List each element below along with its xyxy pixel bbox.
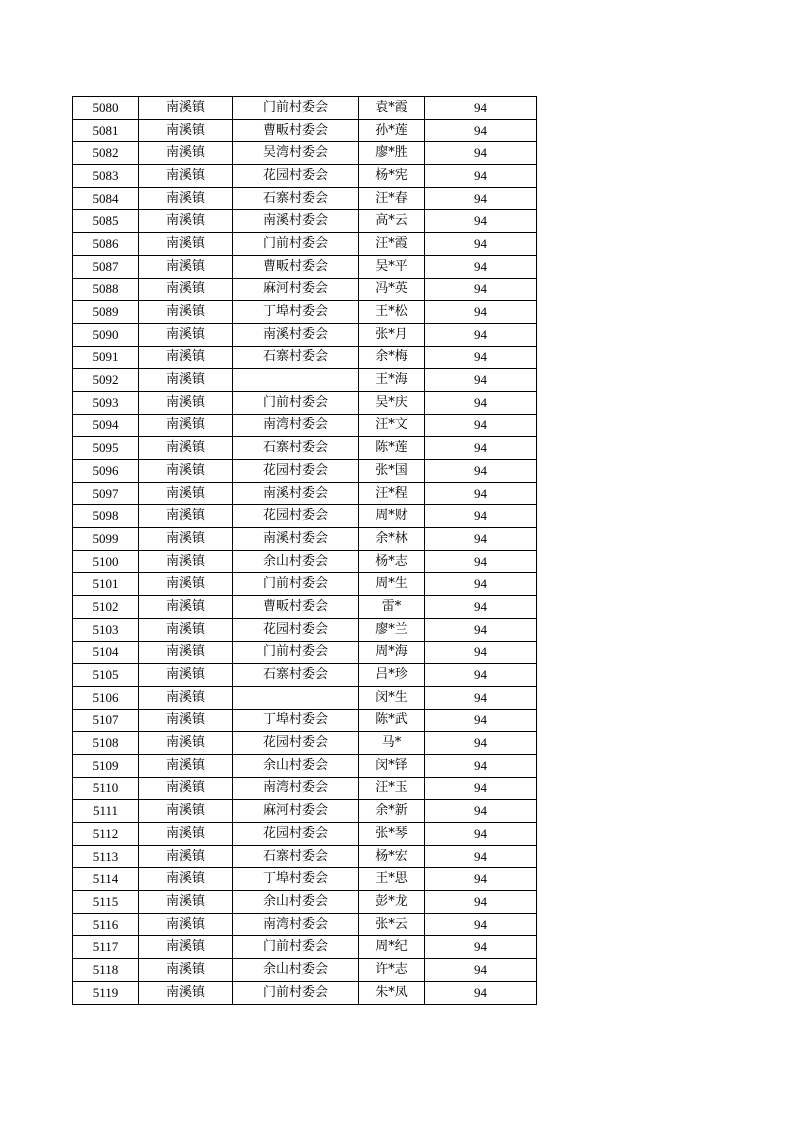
village-committee-cell: 南湾村委会 [233, 777, 359, 800]
village-committee-cell: 门前村委会 [233, 97, 359, 120]
person-name-cell: 张*琴 [359, 823, 425, 846]
village-committee-cell: 门前村委会 [233, 981, 359, 1004]
town-cell: 南溪镇 [139, 596, 233, 619]
town-cell: 南溪镇 [139, 97, 233, 120]
town-cell: 南溪镇 [139, 777, 233, 800]
serial-number-cell: 5112 [73, 823, 139, 846]
person-name-cell: 闵*生 [359, 686, 425, 709]
score-cell: 94 [425, 777, 537, 800]
table-row [73, 233, 537, 256]
score-cell: 94 [425, 664, 537, 687]
person-name-cell: 汪*玉 [359, 777, 425, 800]
town-cell: 南溪镇 [139, 913, 233, 936]
town-cell: 南溪镇 [139, 754, 233, 777]
table-row [73, 823, 537, 846]
serial-number-cell: 5085 [73, 210, 139, 233]
serial-number-cell: 5104 [73, 641, 139, 664]
town-cell: 南溪镇 [139, 460, 233, 483]
table-row [73, 97, 537, 120]
village-committee-cell [233, 369, 359, 392]
table-row [73, 505, 537, 528]
table-row [73, 596, 537, 619]
village-committee-cell: 南湾村委会 [233, 913, 359, 936]
table-row [73, 800, 537, 823]
table-row [73, 482, 537, 505]
score-cell: 94 [425, 323, 537, 346]
serial-number-cell: 5098 [73, 505, 139, 528]
town-cell: 南溪镇 [139, 845, 233, 868]
village-committee-cell: 南溪村委会 [233, 323, 359, 346]
score-cell: 94 [425, 187, 537, 210]
town-cell: 南溪镇 [139, 391, 233, 414]
table-row [73, 641, 537, 664]
serial-number-cell: 5090 [73, 323, 139, 346]
serial-number-cell: 5115 [73, 891, 139, 914]
score-cell: 94 [425, 550, 537, 573]
serial-number-cell: 5113 [73, 845, 139, 868]
town-cell: 南溪镇 [139, 346, 233, 369]
person-name-cell: 张*国 [359, 460, 425, 483]
person-name-cell: 周*生 [359, 573, 425, 596]
table-row [73, 391, 537, 414]
person-name-cell: 汪*程 [359, 482, 425, 505]
town-cell: 南溪镇 [139, 165, 233, 188]
village-committee-cell: 石寨村委会 [233, 437, 359, 460]
person-name-cell: 杨*宪 [359, 165, 425, 188]
town-cell: 南溪镇 [139, 210, 233, 233]
serial-number-cell: 5086 [73, 233, 139, 256]
person-name-cell: 雷* [359, 596, 425, 619]
town-cell: 南溪镇 [139, 868, 233, 891]
table-row [73, 414, 537, 437]
score-cell: 94 [425, 891, 537, 914]
town-cell: 南溪镇 [139, 528, 233, 551]
town-cell: 南溪镇 [139, 505, 233, 528]
person-name-cell: 张*云 [359, 913, 425, 936]
person-name-cell: 袁*霞 [359, 97, 425, 120]
serial-number-cell: 5095 [73, 437, 139, 460]
score-cell: 94 [425, 369, 537, 392]
serial-number-cell: 5096 [73, 460, 139, 483]
serial-number-cell: 5116 [73, 913, 139, 936]
table-row [73, 323, 537, 346]
serial-number-cell: 5106 [73, 686, 139, 709]
village-committee-cell: 曹畈村委会 [233, 119, 359, 142]
person-name-cell: 吕*珍 [359, 664, 425, 687]
person-name-cell: 王*松 [359, 301, 425, 324]
serial-number-cell: 5099 [73, 528, 139, 551]
person-name-cell: 彭*龙 [359, 891, 425, 914]
serial-number-cell: 5097 [73, 482, 139, 505]
table-row [73, 936, 537, 959]
serial-number-cell: 5083 [73, 165, 139, 188]
serial-number-cell: 5102 [73, 596, 139, 619]
table-row [73, 278, 537, 301]
village-committee-cell: 花园村委会 [233, 823, 359, 846]
village-committee-cell: 麻河村委会 [233, 278, 359, 301]
table-row [73, 891, 537, 914]
town-cell: 南溪镇 [139, 891, 233, 914]
score-cell: 94 [425, 278, 537, 301]
table-row [73, 913, 537, 936]
score-cell: 94 [425, 868, 537, 891]
person-name-cell: 汪*文 [359, 414, 425, 437]
score-cell: 94 [425, 142, 537, 165]
table-row [73, 868, 537, 891]
person-name-cell: 朱*凤 [359, 981, 425, 1004]
person-name-cell: 余*新 [359, 800, 425, 823]
town-cell: 南溪镇 [139, 550, 233, 573]
person-name-cell: 王*海 [359, 369, 425, 392]
table-row [73, 301, 537, 324]
score-cell: 94 [425, 301, 537, 324]
person-name-cell: 余*梅 [359, 346, 425, 369]
town-cell: 南溪镇 [139, 936, 233, 959]
person-name-cell: 高*云 [359, 210, 425, 233]
person-name-cell: 马* [359, 732, 425, 755]
village-committee-cell: 余山村委会 [233, 754, 359, 777]
village-committee-cell: 花园村委会 [233, 618, 359, 641]
serial-number-cell: 5094 [73, 414, 139, 437]
score-cell: 94 [425, 641, 537, 664]
score-cell: 94 [425, 823, 537, 846]
town-cell: 南溪镇 [139, 664, 233, 687]
person-name-cell: 廖*胜 [359, 142, 425, 165]
village-committee-cell: 麻河村委会 [233, 800, 359, 823]
score-cell: 94 [425, 800, 537, 823]
score-cell: 94 [425, 754, 537, 777]
village-committee-cell: 花园村委会 [233, 460, 359, 483]
village-committee-cell: 余山村委会 [233, 891, 359, 914]
town-cell: 南溪镇 [139, 618, 233, 641]
table-row [73, 754, 537, 777]
serial-number-cell: 5111 [73, 800, 139, 823]
table-row [73, 573, 537, 596]
person-name-cell: 吴*平 [359, 255, 425, 278]
village-committee-cell: 花园村委会 [233, 732, 359, 755]
table-row [73, 550, 537, 573]
score-cell: 94 [425, 255, 537, 278]
person-name-cell: 陈*武 [359, 709, 425, 732]
table-row [73, 664, 537, 687]
village-committee-cell: 石寨村委会 [233, 664, 359, 687]
town-cell: 南溪镇 [139, 119, 233, 142]
town-cell: 南溪镇 [139, 959, 233, 982]
town-cell: 南溪镇 [139, 437, 233, 460]
table-row [73, 210, 537, 233]
score-cell: 94 [425, 460, 537, 483]
person-name-cell: 周*海 [359, 641, 425, 664]
serial-number-cell: 5119 [73, 981, 139, 1004]
score-cell: 94 [425, 165, 537, 188]
town-cell: 南溪镇 [139, 255, 233, 278]
score-cell: 94 [425, 618, 537, 641]
table-row [73, 437, 537, 460]
table-row [73, 686, 537, 709]
person-name-cell: 汪*霞 [359, 233, 425, 256]
person-name-cell: 许*志 [359, 959, 425, 982]
town-cell: 南溪镇 [139, 823, 233, 846]
serial-number-cell: 5088 [73, 278, 139, 301]
person-name-cell: 冯*英 [359, 278, 425, 301]
village-committee-cell: 曹畈村委会 [233, 255, 359, 278]
town-cell: 南溪镇 [139, 573, 233, 596]
table-row [73, 165, 537, 188]
village-committee-cell: 余山村委会 [233, 550, 359, 573]
village-committee-cell: 门前村委会 [233, 573, 359, 596]
town-cell: 南溪镇 [139, 800, 233, 823]
person-name-cell: 周*纪 [359, 936, 425, 959]
serial-number-cell: 5110 [73, 777, 139, 800]
table-row [73, 346, 537, 369]
score-cell: 94 [425, 596, 537, 619]
village-committee-cell: 石寨村委会 [233, 346, 359, 369]
score-cell: 94 [425, 913, 537, 936]
person-name-cell: 周*财 [359, 505, 425, 528]
village-committee-cell: 门前村委会 [233, 641, 359, 664]
serial-number-cell: 5109 [73, 754, 139, 777]
person-name-cell: 吴*庆 [359, 391, 425, 414]
town-cell: 南溪镇 [139, 732, 233, 755]
table-row [73, 845, 537, 868]
table-row [73, 981, 537, 1004]
village-committee-cell: 门前村委会 [233, 936, 359, 959]
serial-number-cell: 5108 [73, 732, 139, 755]
score-cell: 94 [425, 346, 537, 369]
score-cell: 94 [425, 573, 537, 596]
serial-number-cell: 5118 [73, 959, 139, 982]
person-name-cell: 廖*兰 [359, 618, 425, 641]
table-row [73, 528, 537, 551]
table-row [73, 732, 537, 755]
town-cell: 南溪镇 [139, 981, 233, 1004]
town-cell: 南溪镇 [139, 369, 233, 392]
village-committee-cell: 南溪村委会 [233, 528, 359, 551]
town-cell: 南溪镇 [139, 187, 233, 210]
serial-number-cell: 5091 [73, 346, 139, 369]
table-row [73, 959, 537, 982]
village-committee-cell: 花园村委会 [233, 505, 359, 528]
score-cell: 94 [425, 119, 537, 142]
score-cell: 94 [425, 233, 537, 256]
serial-number-cell: 5114 [73, 868, 139, 891]
score-cell: 94 [425, 686, 537, 709]
score-cell: 94 [425, 709, 537, 732]
table-row [73, 709, 537, 732]
village-committee-cell: 石寨村委会 [233, 187, 359, 210]
serial-number-cell: 5101 [73, 573, 139, 596]
person-name-cell: 余*林 [359, 528, 425, 551]
village-committee-cell [233, 686, 359, 709]
table-row [73, 255, 537, 278]
town-cell: 南溪镇 [139, 142, 233, 165]
serial-number-cell: 5092 [73, 369, 139, 392]
village-committee-cell: 丁埠村委会 [233, 301, 359, 324]
score-cell: 94 [425, 414, 537, 437]
score-cell: 94 [425, 437, 537, 460]
village-committee-cell: 丁埠村委会 [233, 868, 359, 891]
village-committee-cell: 南溪村委会 [233, 482, 359, 505]
town-cell: 南溪镇 [139, 641, 233, 664]
serial-number-cell: 5082 [73, 142, 139, 165]
town-cell: 南溪镇 [139, 709, 233, 732]
roster-table [72, 96, 537, 1005]
score-cell: 94 [425, 505, 537, 528]
score-cell: 94 [425, 391, 537, 414]
score-cell: 94 [425, 528, 537, 551]
person-name-cell: 闵*铎 [359, 754, 425, 777]
score-cell: 94 [425, 482, 537, 505]
person-name-cell: 杨*宏 [359, 845, 425, 868]
serial-number-cell: 5087 [73, 255, 139, 278]
village-committee-cell: 曹畈村委会 [233, 596, 359, 619]
village-committee-cell: 门前村委会 [233, 391, 359, 414]
person-name-cell: 汪*春 [359, 187, 425, 210]
score-cell: 94 [425, 845, 537, 868]
table-row [73, 142, 537, 165]
town-cell: 南溪镇 [139, 233, 233, 256]
serial-number-cell: 5081 [73, 119, 139, 142]
town-cell: 南溪镇 [139, 323, 233, 346]
village-committee-cell: 花园村委会 [233, 165, 359, 188]
town-cell: 南溪镇 [139, 686, 233, 709]
serial-number-cell: 5100 [73, 550, 139, 573]
table-row [73, 187, 537, 210]
village-committee-cell: 余山村委会 [233, 959, 359, 982]
village-committee-cell: 南溪村委会 [233, 210, 359, 233]
town-cell: 南溪镇 [139, 278, 233, 301]
village-committee-cell: 丁埠村委会 [233, 709, 359, 732]
score-cell: 94 [425, 210, 537, 233]
serial-number-cell: 5107 [73, 709, 139, 732]
serial-number-cell: 5084 [73, 187, 139, 210]
table-row [73, 618, 537, 641]
score-cell: 94 [425, 981, 537, 1004]
village-committee-cell: 南湾村委会 [233, 414, 359, 437]
person-name-cell: 杨*志 [359, 550, 425, 573]
town-cell: 南溪镇 [139, 414, 233, 437]
serial-number-cell: 5117 [73, 936, 139, 959]
table-row [73, 369, 537, 392]
village-committee-cell: 石寨村委会 [233, 845, 359, 868]
person-name-cell: 孙*莲 [359, 119, 425, 142]
village-committee-cell: 吴湾村委会 [233, 142, 359, 165]
table-row [73, 777, 537, 800]
village-committee-cell: 门前村委会 [233, 233, 359, 256]
town-cell: 南溪镇 [139, 482, 233, 505]
person-name-cell: 张*月 [359, 323, 425, 346]
serial-number-cell: 5103 [73, 618, 139, 641]
score-cell: 94 [425, 97, 537, 120]
serial-number-cell: 5089 [73, 301, 139, 324]
serial-number-cell: 5080 [73, 97, 139, 120]
serial-number-cell: 5105 [73, 664, 139, 687]
serial-number-cell: 5093 [73, 391, 139, 414]
table-row [73, 460, 537, 483]
score-cell: 94 [425, 936, 537, 959]
score-cell: 94 [425, 732, 537, 755]
roster-table-body [73, 97, 537, 1005]
person-name-cell: 陈*莲 [359, 437, 425, 460]
score-cell: 94 [425, 959, 537, 982]
person-name-cell: 王*思 [359, 868, 425, 891]
table-row [73, 119, 537, 142]
town-cell: 南溪镇 [139, 301, 233, 324]
